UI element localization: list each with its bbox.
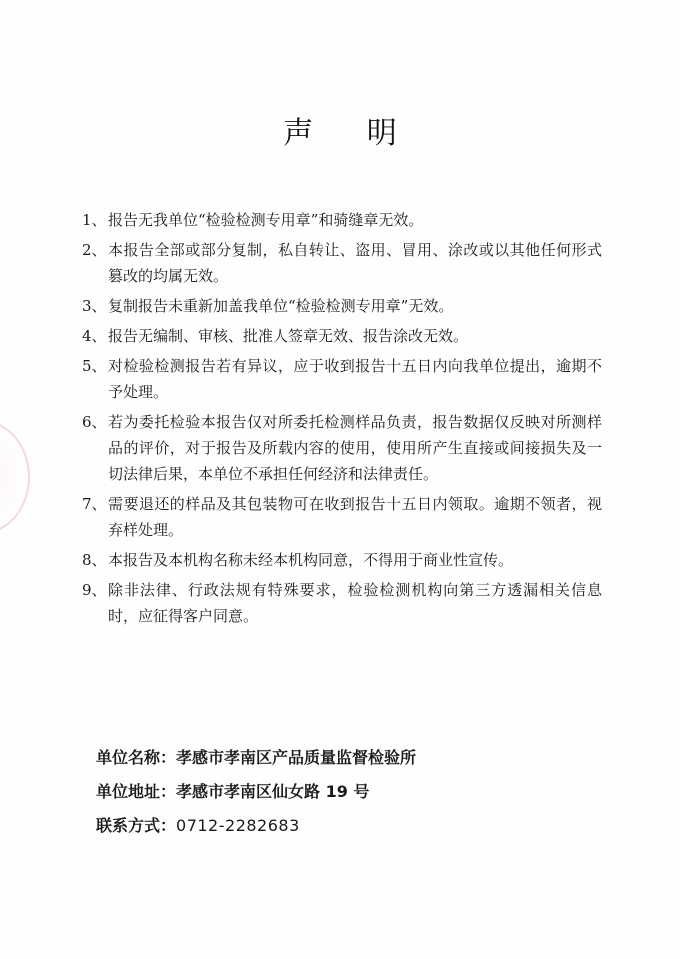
declaration-item xyxy=(82,577,602,629)
org-address-row xyxy=(96,775,416,809)
declaration-item xyxy=(82,323,602,349)
item-text: 本报告及本机构名称未经本机构同意，不得用于商业性宣传。 xyxy=(108,551,514,569)
declaration-list xyxy=(82,207,602,633)
item-number: 9、 xyxy=(82,581,107,599)
item-text: 除非法律、行政法规有特殊要求，检验检测机构向第三方透漏相关信息时，应征得客户同意。 xyxy=(108,581,602,625)
org-contact-row xyxy=(96,809,416,843)
org-contact-value: 0712-2282683 xyxy=(176,816,300,835)
item-number: 3、 xyxy=(82,297,107,315)
item-text: 本报告全部或部分复制，私自转让、盗用、冒用、涂改或以其他任何形式篡改的均属无效。 xyxy=(108,241,602,285)
org-name-row xyxy=(96,741,416,775)
seal-stamp-fragment xyxy=(0,420,30,534)
organization-info xyxy=(96,741,416,843)
org-contact-label: 联系方式： xyxy=(96,816,177,835)
item-number: 6、 xyxy=(82,413,107,431)
item-text: 对检验检测报告若有异议，应于收到报告十五日内向我单位提出，逾期不予处理。 xyxy=(108,357,602,401)
org-address-label: 单位地址： xyxy=(96,782,177,801)
org-name-value: 孝感市孝南区产品质量监督检验所 xyxy=(176,748,417,767)
item-number: 7、 xyxy=(82,495,107,513)
item-number: 2、 xyxy=(82,241,107,259)
item-number: 8、 xyxy=(82,551,107,569)
declaration-item xyxy=(82,207,602,233)
declaration-item xyxy=(82,293,602,319)
declaration-item xyxy=(82,353,602,405)
org-name-label: 单位名称： xyxy=(96,748,177,767)
declaration-item xyxy=(82,547,602,573)
declaration-item xyxy=(82,237,602,289)
org-address-value: 孝感市孝南区仙女路 19 号 xyxy=(176,782,370,801)
item-text: 报告无我单位“检验检测专用章”和骑缝章无效。 xyxy=(108,211,424,229)
item-number: 5、 xyxy=(82,357,107,375)
item-number: 4、 xyxy=(82,327,107,345)
item-number: 1、 xyxy=(82,211,107,229)
item-text: 报告无编制、审核、批准人签章无效、报告涂改无效。 xyxy=(108,327,469,345)
page-title: 声 明 xyxy=(283,116,419,151)
declaration-item xyxy=(82,409,602,487)
item-text: 若为委托检验本报告仅对所委托检测样品负责，报告数据仅反映对所测样品的评价，对于报告及所载内容的使用，使用所产生直接或间接损失及一切法律后果，本单位不承担任何经济和法律责任。 xyxy=(108,413,602,483)
declaration-item xyxy=(82,491,602,543)
item-text: 复制报告未重新加盖我单位“检验检测专用章”无效。 xyxy=(108,297,454,315)
item-text: 需要退还的样品及其包装物可在收到报告十五日内领取。逾期不领者，视弃样处理。 xyxy=(108,495,602,539)
